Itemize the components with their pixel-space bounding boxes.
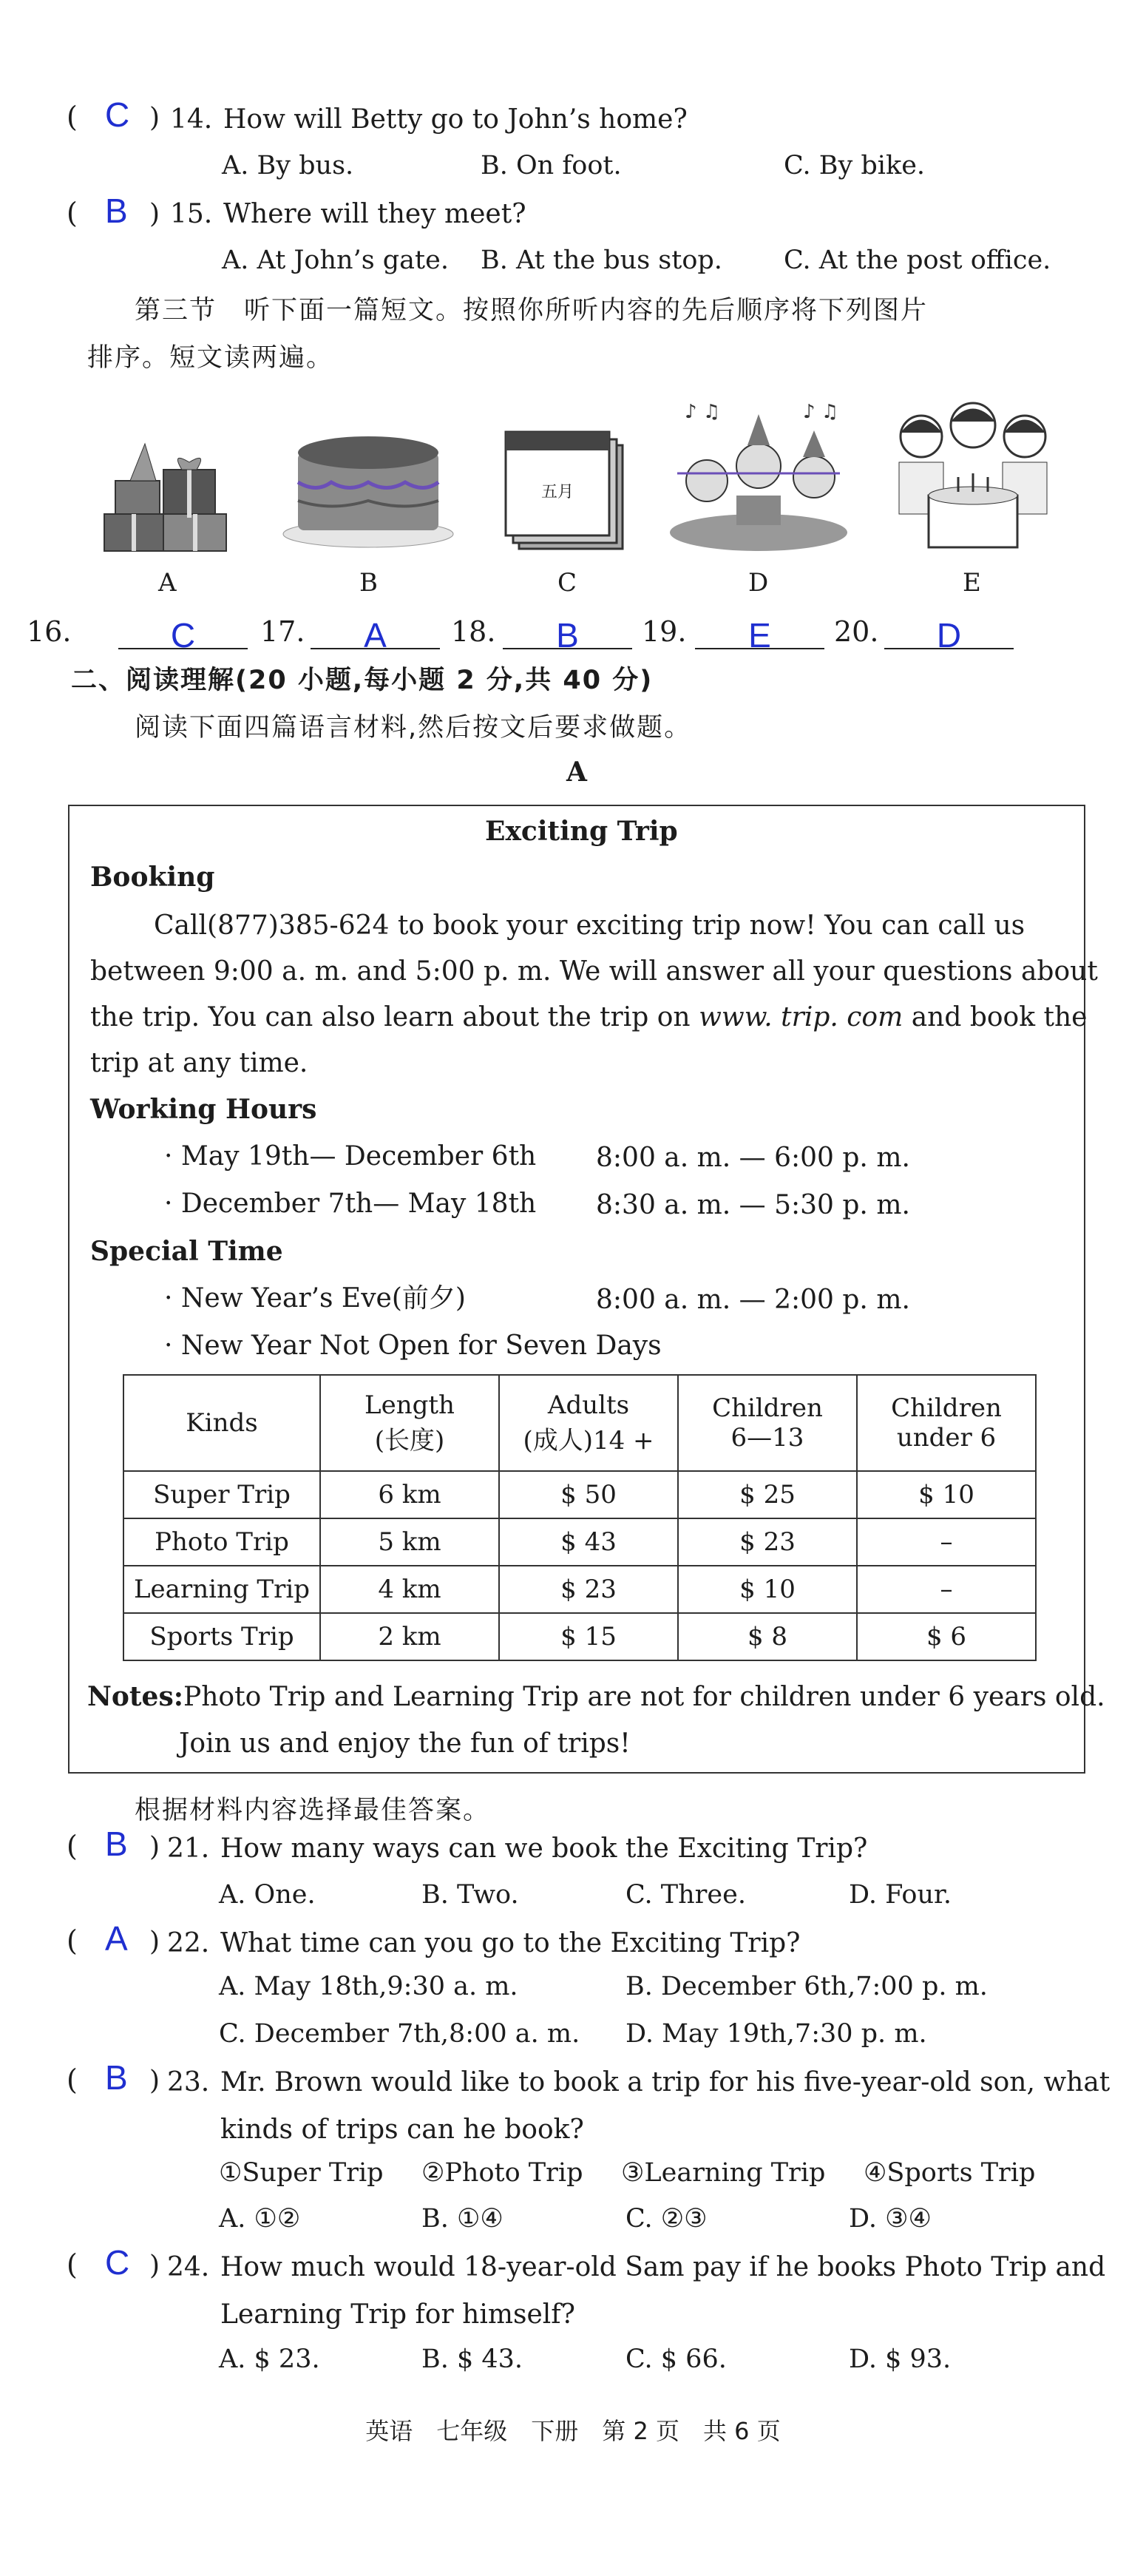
hours-time-2: 8:30 a. m. — 5:30 p. m. [596, 1190, 910, 1220]
special-period-1: · New Year’s Eve(前夕) [164, 1283, 466, 1314]
picture-label-a: A [158, 568, 177, 598]
special-heading: Special Time [90, 1236, 283, 1267]
table-row [123, 1518, 1036, 1566]
q15-question: Where will they meet? [223, 199, 526, 229]
q21-answer: B [105, 1825, 128, 1863]
q21-number: 21. [167, 1833, 210, 1864]
q24-question-line1: How much would 18-year-old Sam pay if he books Photo Trip and [220, 2252, 1106, 2282]
birthday-party-picture [662, 399, 855, 555]
table-row [123, 1566, 1036, 1613]
q14-option-b: B. On foot. [481, 151, 622, 180]
q23-open-paren: ( [67, 2063, 78, 2096]
q22-answer: A [105, 1919, 128, 1958]
table-cell: 4 km [320, 1566, 499, 1613]
table-cell: Learning Trip [123, 1566, 320, 1613]
q22-option-c: C. December 7th,8:00 a. m. [219, 2019, 580, 2049]
q15-open-paren: ( [67, 197, 78, 229]
q14-option-a: A. By bus. [222, 151, 354, 180]
q24-option-a: A. $ 23. [219, 2345, 320, 2374]
table-cell: $ 23 [678, 1518, 857, 1566]
hours-period-1: · May 19th— December 6th [164, 1141, 537, 1172]
part2-intro: 阅读下面四篇语言材料,然后按文后要求做题。 [135, 713, 692, 743]
q22-option-d: D. May 19th,7:30 p. m. [625, 2019, 927, 2049]
page-footer: 英语 七年级 下册 第 2 页 共 6 页 [365, 2417, 781, 2445]
q14-open-paren: ( [67, 101, 78, 133]
trip-price-table [123, 1374, 1037, 1661]
q24-option-d: D. $ 93. [849, 2345, 952, 2374]
q15-close-paren: ) [149, 199, 160, 229]
fill-19-number: 19. [642, 615, 687, 648]
fill-20-blank [884, 615, 1014, 655]
booking-line-3-text: the trip. You can also learn about the trip on [90, 1002, 691, 1032]
notes-text-1: Photo Trip and Learning Trip are not for children under 6 years old. [183, 1682, 1105, 1712]
q14-option-c: C. By bike. [784, 151, 926, 180]
header-kinds: Kinds [123, 1375, 320, 1471]
q23-choice-1: ①Super Trip [219, 2158, 384, 2188]
calendar-picture [497, 423, 637, 556]
table-cell: $ 10 [857, 1471, 1036, 1518]
q24-answer: C [105, 2243, 130, 2282]
calendar-text: 五月 [540, 483, 574, 501]
table-cell: 6 km [320, 1471, 499, 1518]
q23-option-a: A. ①② [219, 2204, 301, 2234]
fill-19-answer: E [748, 616, 771, 655]
q14-close-paren: ) [149, 103, 160, 133]
fill-18-blank [503, 615, 632, 655]
header-children-under-6: Children under 6 [857, 1375, 1036, 1471]
q23-question-line1: Mr. Brown would like to book a trip for his five-year-old son, what [220, 2067, 1111, 2097]
table-cell: $ 25 [678, 1471, 857, 1518]
q24-option-c: C. $ 66. [625, 2345, 727, 2374]
table-cell: Photo Trip [123, 1518, 320, 1566]
special-time-1: 8:00 a. m. — 2:00 p. m. [596, 1285, 910, 1315]
q21-option-a: A. One. [219, 1880, 316, 1910]
notes-line-2: Join us and enjoy the fun of trips! [179, 1728, 631, 1759]
fill-16-blank [118, 615, 248, 655]
booking-line-3-tail: and book the [911, 1002, 1088, 1032]
q22-number: 22. [167, 1928, 210, 1958]
q15-answer: B [105, 192, 128, 230]
table-cell: $ 8 [678, 1613, 857, 1660]
q15-number: 15. [170, 199, 213, 229]
q14-question: How will Betty go to John’s home? [223, 104, 688, 135]
q15-option-b: B. At the bus stop. [481, 246, 722, 275]
booking-line-3 [90, 1000, 1087, 1035]
table-cell: – [857, 1518, 1036, 1566]
fill-19-blank [695, 615, 824, 655]
picture-label-b: B [359, 568, 378, 598]
q21-open-paren: ( [67, 1830, 78, 1862]
table-cell: 5 km [320, 1518, 499, 1566]
q21-option-d: D. Four. [849, 1880, 952, 1910]
friends-cake-picture [884, 392, 1062, 555]
table-cell: $ 50 [499, 1471, 678, 1518]
table-row [123, 1471, 1036, 1518]
q23-close-paren: ) [149, 2066, 160, 2096]
hours-period-2: · December 7th— May 18th [164, 1189, 537, 1219]
hours-time-1: 8:00 a. m. — 6:00 p. m. [596, 1143, 910, 1173]
notes-line-1 [87, 1679, 1105, 1715]
fill-17-blank [311, 615, 440, 655]
booking-heading: Booking [90, 862, 215, 893]
passage-letter: A [566, 757, 587, 788]
picture-label-c: C [557, 568, 577, 598]
svg-text:♪ ♫: ♪ ♫ [685, 401, 721, 423]
q21-close-paren: ) [149, 1832, 160, 1862]
article-title: Exciting Trip [485, 816, 678, 847]
q24-open-paren: ( [67, 2248, 78, 2281]
q22-question: What time can you go to the Exciting Trip? [220, 1928, 801, 1958]
q14-answer: C [105, 95, 130, 134]
q22-open-paren: ( [67, 1924, 78, 1957]
q23-choice-2: ②Photo Trip [421, 2158, 583, 2188]
q23-question-line2: kinds of trips can he book? [220, 2114, 584, 2145]
choose-intro: 根据材料内容选择最佳答案。 [135, 1796, 491, 1825]
table-cell: $ 6 [857, 1613, 1036, 1660]
q24-close-paren: ) [149, 2251, 160, 2281]
q23-answer: B [105, 2058, 128, 2097]
fill-20-answer: D [936, 616, 962, 655]
q23-number: 23. [167, 2067, 210, 2097]
table-header-row [123, 1375, 1036, 1471]
table-cell: Super Trip [123, 1471, 320, 1518]
q24-question-line2: Learning Trip for himself? [220, 2299, 575, 2330]
booking-line-4: trip at any time. [90, 1048, 308, 1078]
q23-choice-4: ④Sports Trip [864, 2158, 1036, 2188]
booking-line-2: between 9:00 a. m. and 5:00 p. m. We will answer all your questions about [90, 956, 1098, 987]
fill-20-number: 20. [834, 615, 879, 648]
fill-18-number: 18. [451, 615, 496, 648]
q23-choice-3: ③Learning Trip [621, 2158, 826, 2188]
fill-16-answer: C [170, 616, 196, 655]
hours-heading: Working Hours [90, 1094, 317, 1125]
special-period-2: · New Year Not Open for Seven Days [164, 1331, 662, 1361]
header-children-6-13: Children 6—13 [678, 1375, 857, 1471]
section3-line2: 排序。短文读两遍。 [87, 343, 334, 373]
table-cell: $ 43 [499, 1518, 678, 1566]
fill-17-answer: A [364, 616, 387, 655]
table-cell: Sports Trip [123, 1613, 320, 1660]
fill-18-answer: B [556, 616, 579, 655]
q24-number: 24. [167, 2252, 210, 2282]
table-cell: 2 km [320, 1613, 499, 1660]
notes-label: Notes: [87, 1681, 184, 1712]
section3-line1: 第三节 听下面一篇短文。按照你所听内容的先后顺序将下列图片 [135, 296, 929, 325]
header-length: Length (长度) [320, 1375, 499, 1471]
q22-option-a: A. May 18th,9:30 a. m. [219, 1972, 518, 2001]
q21-option-b: B. Two. [421, 1880, 519, 1910]
q15-option-a: A. At John’s gate. [222, 246, 449, 275]
website-link[interactable]: www. trip. com [699, 1002, 903, 1032]
header-adults: Adults (成人)14 + [499, 1375, 678, 1471]
q23-option-d: D. ③④ [849, 2204, 932, 2234]
cake-picture [279, 430, 457, 549]
q15-option-c: C. At the post office. [784, 246, 1051, 275]
part2-title: 二、阅读理解(20 小题,每小题 2 分,共 40 分) [71, 666, 654, 695]
q22-close-paren: ) [149, 1927, 160, 1957]
q23-option-c: C. ②③ [625, 2204, 708, 2234]
svg-text:♪ ♫: ♪ ♫ [803, 401, 839, 423]
table-row [123, 1613, 1036, 1660]
fill-17-number: 17. [260, 615, 305, 648]
q22-option-b: B. December 6th,7:00 p. m. [625, 1972, 988, 2001]
booking-line-1: Call(877)385-624 to book your exciting trip now! You can call us [154, 910, 1025, 941]
table-cell: $ 23 [499, 1566, 678, 1613]
q24-option-b: B. $ 43. [421, 2345, 523, 2374]
picture-label-e: E [963, 568, 981, 598]
gift-boxes-picture [101, 429, 234, 555]
q21-option-c: C. Three. [625, 1880, 746, 1910]
picture-label-d: D [748, 568, 769, 598]
table-cell: – [857, 1566, 1036, 1613]
table-cell: $ 15 [499, 1613, 678, 1660]
table-cell: $ 10 [678, 1566, 857, 1613]
q21-question: How many ways can we book the Exciting Trip? [220, 1833, 868, 1864]
q14-number: 14. [170, 104, 213, 135]
q23-option-b: B. ①④ [421, 2204, 504, 2234]
fill-16-number: 16. [27, 615, 72, 648]
